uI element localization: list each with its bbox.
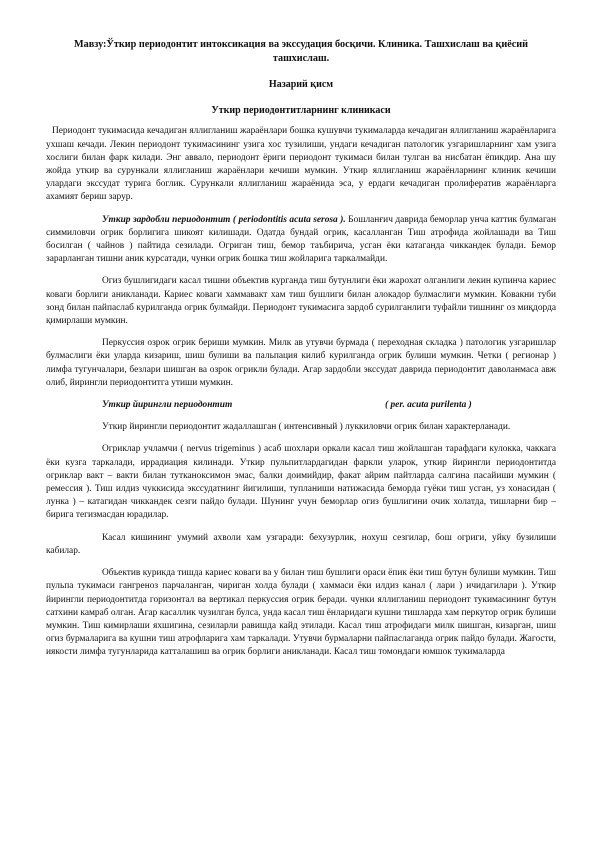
paragraph-8: Объектив курикда тишда кариес коваги ва у билан тиш бушлиги ораси ёпик ёки тиш бутун булиши мумкин. Тиш пульпа тукимаси гангреноз парчаланган, чириган холда булади ( хаммаси ёки илдиз канал ( лари ) ичидагилари ). Уткир йирингли периодонтитда горизонтал ва вертикал перкуссия огрик беради. чунки яллигланиш периодонт тукимасининг бутун сатхини камраб олган. Агар касаллик чузилган булса, унда касал тиш ёнларидаги кушни тишларда хам перкутор огрик булиши мумкин. Тиш кимирлаши яхшигина, сезиларли равишда кайд этилади. Касал тиш атрофидаги милк шишган, кизарган, шиш огиз бурмаларига ва кушни тиш атрофларига хам таркалади. Утувчи бурмаларни пайпаслаганда огрик пайдо булади. Жагости, иякости лимфа тугунларида катталашиш ва огрик борлиги аникланади. Касал тиш томондаги юмшок тукималарда — [46, 568, 556, 658]
paragraph-1: Периодонт тукимасида кечадиган яллигланиш жараёнлари бошка кушувчи тукималарда кечадиган яллигланиш жараёнларига ухшаш кечади. Лекин периодонт тукимасининг узига хос тузилиши, ундаги кечадиган патологик узгаришларнинг хам узига хослиги билан фарк килади. Энг аввало, периодонт ёриги периодонт тукимаси билан тулган ва нисбатан ёпикдир. Ана шу жойда уткир ва сурункали яллигланиш жараёнлари кечиши мумкин. Уткир яллигланиш жараёнларнинг клиник кечиши улардаги экссудат турига боглик. Сурункали яллигланиш жараёнида эса, у ердаги кечадиган пролифератив жараёнларга ахамият бериш зарур. — [46, 126, 556, 203]
section-2-latin: ( per. acuta purilenta ) — [385, 400, 472, 411]
paragraph-7: Касал кишининг умумий ахволи хам узгаради: бехузурлик, нохуш сезгилар, бош огриги, уйку бузилиши кабилар. — [46, 532, 556, 556]
document-title: Мавзу:Ўткир периодонтит интоксикация ва экссудация босқичи. Клиника. Ташхислаш ва қиёсий ташхислаш. — [73, 39, 528, 64]
paragraph-3: Огиз бушлигидаги касал тишни объектив курганда тиш бутунлиги ёки жарохат олганлиги лекин купинча кариес коваги борлиги аникланади. Кариес коваги хаммавакт хам тиш бушлиги билан алокадор булмаслиги мумкин. Ковакни туби зонд билан пайпаслаб курилганда огрик булмайди. Периодонт тукимасига зардоб сурилганлиги туфайли тишнинг оз миқдорда қимирлаши мумкин. — [46, 276, 556, 327]
paragraph-2 — [46, 214, 556, 267]
subheading: Уткир периодонтитларнинг клиникаси — [211, 105, 391, 117]
paragraph-2-lead: Уткир зардобли периодонтит ( periodontitis acuta serosa ). — [102, 214, 346, 225]
paragraph-5: Уткир йирингли периодонтит жадаллашган ( интенсивный ) луккиловчи огрик билан характерланади. — [102, 422, 511, 433]
paragraph-6: Огриклар учламчи ( nervus trigeminus ) асаб шохлари оркали касал тиш жойлашган тарафдаги кулокка, чаккага ёки кузга таркалади, иррадиация килинади. Уткир пульпитлардагидан фаркли уларок, уткир йирингли периодонтитда огриклар вакт – вакти билан тутканоксимон эмас, балки доимийдир, факат айрим пайтларда салгина пасайиши мумкин ( ремессия ). Тиш илдиз чуккисида экссудатнинг йигилиши, тупланиши натижасида беморда гуёки тиш усган, уз хонасидан ( лунка ) – катагидан чиккандек сезги пайдо булади. Шунинг учун беморлар огиз бушлигини очик холатда, тишларни бир – бирига тегизмасдан юрадилар. — [46, 444, 556, 521]
section-2-heading — [102, 399, 556, 412]
section-heading: Назарий қисм — [268, 79, 334, 90]
paragraph-4: Перкуссия озрок огрик бериши мумкин. Милк ав утувчи бурмада ( переходная складка ) патологик узгаришлар булмаслиги ёки уларда кизариш, шиш булиши ва пальпация килиб курилганда огрик булиши мумкин. Четки ( регионар ) лимфа тугунчалари, безлари шишган ва озрок огрикли булади. Агар зардобли экссудат даврида периодонтит даволанмаса авж олиб, йирингли периодонтитга утиши мумкин. — [46, 338, 556, 388]
paragraph-2-text: Бошланғич даврида беморлар унча каттик булмаган симмиловчи огрик борлигига шикоят килишади. Одатда бундай огрик, касалланган Тиш атрофида жойлашади ва Тиш босилган ( чайнов ) пайтида сезилади. Огриган тиш, бемор таъбирича, усган ёки катаганда чиккандек булади. Бемор зарарланган тишни аник курсатади, чунки огрик бошка тиш жойларига таркалмайди. — [46, 214, 556, 265]
section-2-title: Уткир йирингли периодонтит — [102, 400, 233, 411]
